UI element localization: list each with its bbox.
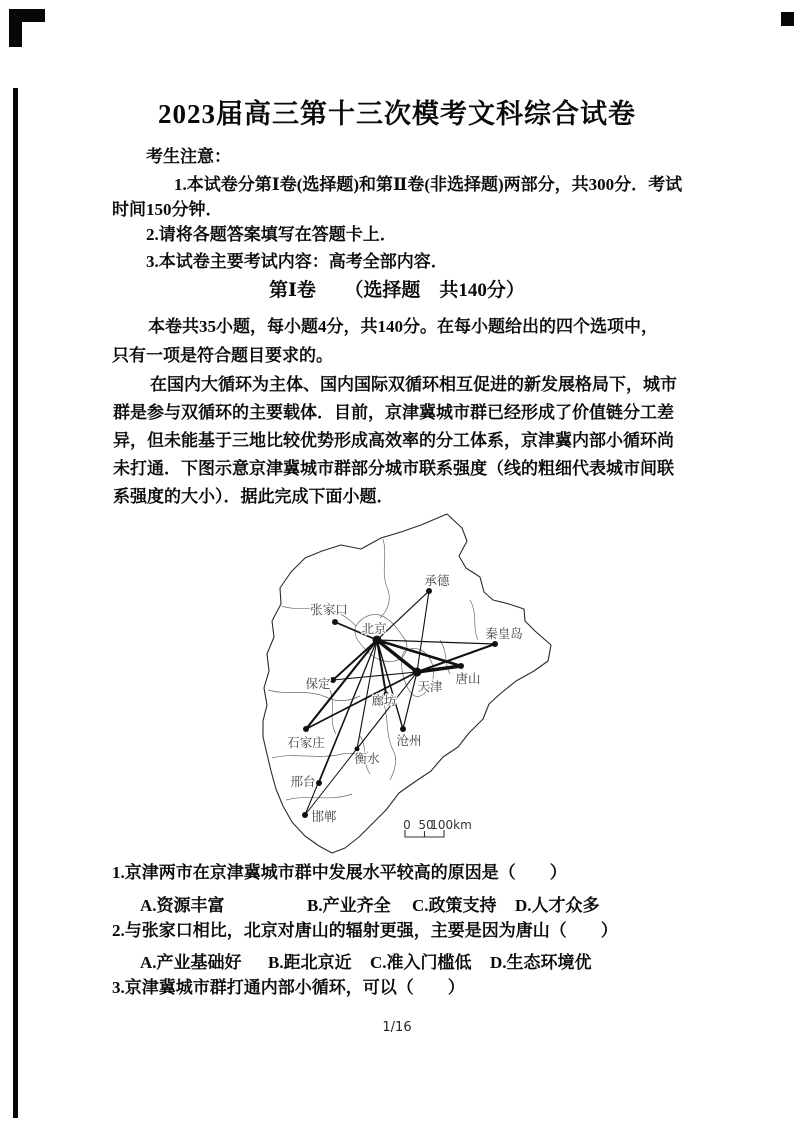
city-label: 石家庄 [287, 735, 325, 750]
notice-line-3: 3.本试卷主要考试内容：高考全部内容． [146, 252, 448, 271]
notice-line-2: 2.请将各题答案填写在答题卡上． [146, 225, 397, 244]
section-intro-line-2: 只有一项是符合题目要求的。 [112, 346, 333, 365]
notice-line-1-cont: 时间150分钟． [112, 200, 223, 219]
city-links [305, 591, 495, 815]
question-stem: 2.与张家口相比，北京对唐山的辐射更强，主要是因为唐山（ ） [112, 921, 618, 940]
section-intro-line-1: 本卷共35小题，每小题4分，共140分。在每小题给出的四个选项中， [148, 317, 658, 336]
city-link-line [417, 591, 429, 672]
region-map-svg [256, 504, 562, 856]
passage-line: 系强度的大小）．据此完成下面小题． [113, 487, 394, 506]
scale-label: 0 [403, 818, 411, 832]
scan-artifact-corner-side [9, 9, 22, 47]
notice-line-1: 1.本试卷分第Ⅰ卷(选择题)和第Ⅱ卷(非选择题)两部分，共300分．考试 [174, 175, 683, 194]
scale-label: 50 [418, 818, 434, 832]
option-label: B.距北京近 [268, 953, 352, 972]
scale-label: 100km [430, 818, 472, 832]
city-label: 唐山 [455, 671, 481, 686]
scan-artifact-right-tick [781, 12, 794, 26]
city-link-line [377, 640, 495, 644]
option-label: C.政策支持 [412, 896, 497, 915]
city-label: 邢台 [290, 774, 316, 789]
city-dot [302, 812, 308, 818]
city-dot [413, 668, 422, 677]
city-dot [458, 663, 464, 669]
city-dot [426, 588, 432, 594]
option-label: C.准入门槛低 [370, 953, 472, 972]
option-label: B.产业齐全 [307, 896, 391, 915]
city-label: 衡水 [354, 751, 380, 766]
city-label: 北京 [361, 621, 387, 636]
option-label: A.产业基础好 [140, 953, 242, 972]
notice-heading: 考生注意： [146, 147, 231, 166]
city-label: 天津 [417, 679, 443, 694]
city-label: 秦皇岛 [485, 626, 523, 641]
city-label: 沧州 [396, 733, 422, 748]
passage-line: 异，但未能基于三地比较优势形成高效率的分工体系，京津冀内部小循环尚 [113, 431, 674, 450]
scale-bar [403, 818, 472, 837]
city-label: 邯郸 [311, 809, 337, 824]
passage-line: 群是参与双循环的主要载体．目前，京津冀城市群已经形成了价值链分工差 [113, 403, 674, 422]
question-stem: 1.京津两市在京津冀城市群中发展水平较高的原因是（ ） [112, 863, 567, 882]
city-dot [332, 619, 338, 625]
city-dot [303, 726, 309, 732]
option-label: D.人才众多 [515, 896, 600, 915]
city-label: 保定 [305, 676, 331, 691]
question-options-row [0, 948, 794, 970]
city-dot [373, 636, 382, 645]
city-dot [330, 677, 336, 683]
city-markers [287, 573, 523, 824]
city-dot [316, 780, 322, 786]
city-link-line [377, 640, 403, 729]
city-label: 廊坊 [371, 693, 397, 708]
city-dot [492, 641, 498, 647]
question-options-row [0, 891, 794, 913]
section-heading: 第Ⅰ卷 （选择题 共140分） [269, 280, 525, 301]
option-label: A.资源丰富 [140, 896, 225, 915]
city-link-line [377, 640, 417, 672]
city-label: 承德 [424, 573, 450, 588]
page-number: 1/16 [382, 1020, 412, 1035]
city-link-line [305, 640, 377, 815]
city-dot [400, 726, 406, 732]
passage-line: 未打通．下图示意京津冀城市群部分城市联系强度（线的粗细代表城市间联 [113, 459, 674, 478]
city-label: 张家口 [310, 602, 348, 617]
region-map-figure [256, 504, 562, 856]
page-title: 2023届高三第十三次模考文科综合试卷 [158, 99, 636, 129]
question-stem: 3.京津冀城市群打通内部小循环，可以（ ） [112, 978, 465, 997]
option-label: D.生态环境优 [490, 953, 592, 972]
passage-line: 在国内大循环为主体、国内国际双循环相互促进的新发展格局下，城市 [150, 375, 677, 394]
